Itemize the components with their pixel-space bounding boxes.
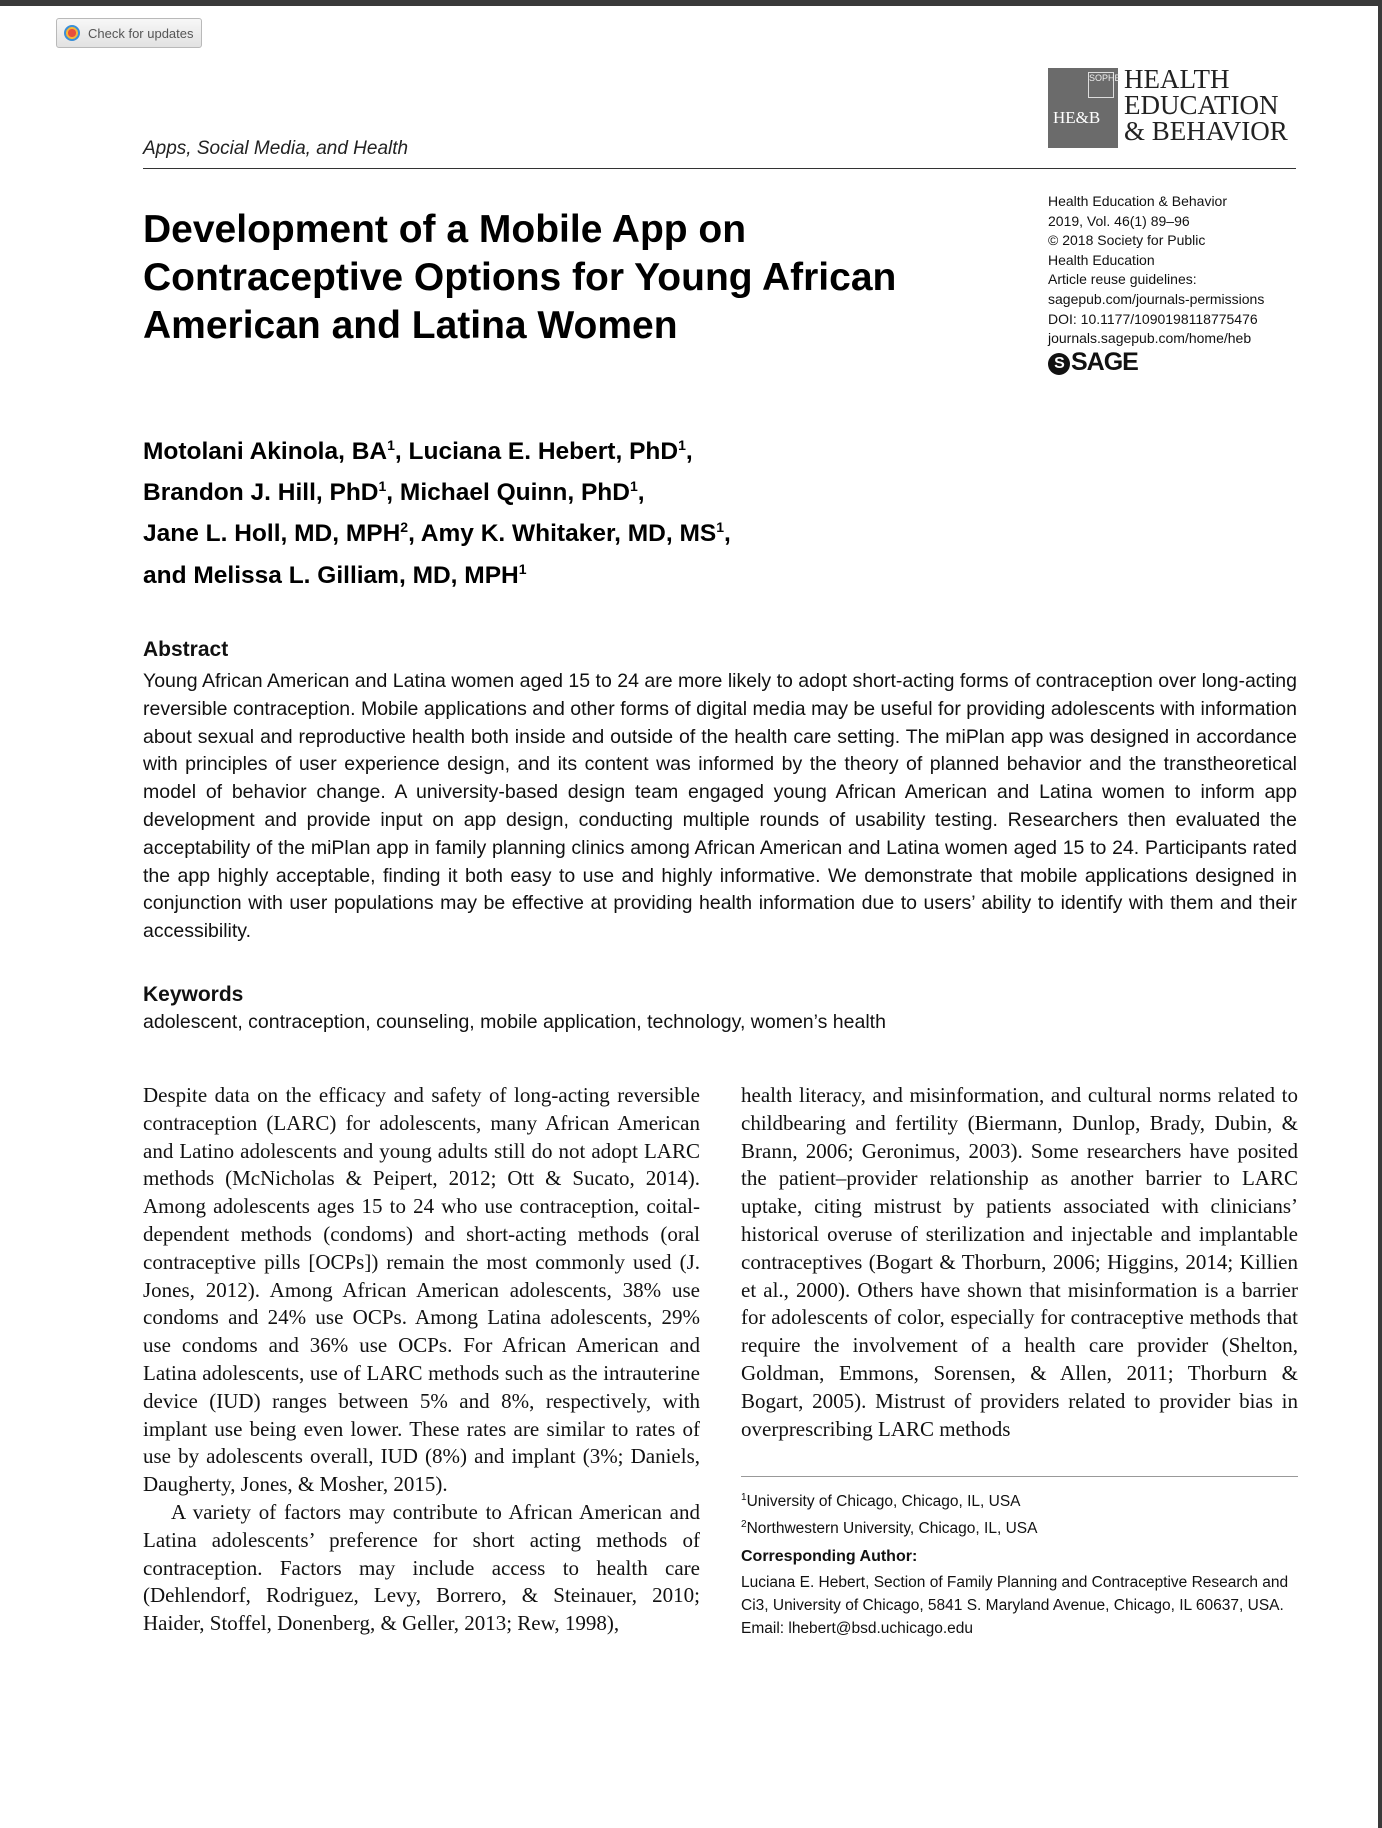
keywords-text: adolescent, contraception, counseling, mobile application, technology, women’s health <box>143 1011 886 1033</box>
author: Amy K. Whitaker, MD, $MS^1$, <box>420 519 731 548</box>
author: Michael Quinn, PhD$^1$, <box>399 478 645 507</box>
abstract-text: Young African American and Latina women aged 15 to 24 are more likely to adopt short-acting forms of contraception over long-acting reversible contraception. Mobile applications and other forms of digital media may be useful for providing adolescents with information about sexual and reproductive health both inside and outside of the health care setting. The miPlan app was designed in accordance with principles of user experience design, and its content was informed by the theory of planned behavior and the transtheoretical model of behavior change. A university-based design team engaged young African American and Latina women to inform app development and provide input on app design, conducting multiple rounds of usability testing. Researchers then evaluated the acceptability of the miPlan app in family planning clinics among African American and Latina women aged 15 to 24. Participants rated the app highly acceptable, finding it both easy to use and highly informative. We demonstrate that mobile applications designed in conjunction with user populations may be effective at providing health information due to users’ ability to identify with them and their accessibility. <box>143 670 1297 943</box>
corresponding-address: Luciana E. Hebert, Section of Family Planning and Contraceptive Research and Ci3, University of Chicago, 5841 S. Maryland Avenue, Chicago, IL 60637, USA. <box>741 1574 1289 1614</box>
journal-logo-text: HEALTH EDUCATION & BEHAVIOR <box>1124 64 1288 146</box>
section-label: Apps, Social Media, and Health <box>143 138 409 159</box>
doi-link[interactable]: DOI: 10.1177/1090198118775476 <box>1048 310 1258 327</box>
check-for-updates-label: Check for updates <box>88 25 194 41</box>
logo-mark-text: HE&B <box>1053 108 1101 127</box>
body-paragraph: health literacy, and misinformation, and cultural norms related to childbearing and fertility (Biermann, Dunlop, Brady, Dubin, & Brann, 2006; Geronimus, 2003). Some researchers have posited the patient–provider relationship as another barrier to LARC uptake, citing mistrust by patients associated with clinicians’ historical overuse of sterilization and injectable and implantable contraceptives (Bogart & Thorburn, 2006; Higgins, 2014; Killien et al., 2000). Others have shown that misinformation is a barrier for adolescents of color, especially for contraceptive methods that require the involvement of a health care provider (Shelton, Goldman, Emmons, Sorensen, & Allen, 2011; Thorburn & Bogart, 2005). Mistrust of providers related to provider bias in overprescribing LARC methods <box>741 1083 1298 1441</box>
meta-line: Article reuse guidelines: <box>1048 271 1197 288</box>
meta-line: Health Education <box>1048 251 1155 268</box>
reuse-link[interactable]: sagepub.com/journals-permissions <box>1048 290 1265 307</box>
sophe-seal-icon: SOPHE <box>1088 72 1114 98</box>
meta-line: © 2018 Society for Public <box>1048 232 1206 249</box>
corresponding-heading: Corresponding Author: <box>741 1548 918 1565</box>
affiliation: $^2$Northwestern University, Chicago, IL, USA <box>741 1519 1038 1538</box>
corresponding-author <box>741 1571 1298 1640</box>
journal-logo <box>1048 64 1298 160</box>
header-rule <box>143 168 1296 169</box>
document-page <box>0 6 1378 1828</box>
meta-line: Health Education & Behavior <box>1048 193 1227 209</box>
author: Luciana E. Hebert, PhD$^1$, <box>408 437 693 466</box>
author: Motolani Akinola, $BA^1$, <box>143 437 409 466</box>
author: and Melissa L. Gilliam, MD, MPH$^1$ <box>143 560 527 589</box>
keywords-heading: Keywords <box>143 983 244 1006</box>
author-list <box>143 428 943 593</box>
check-for-updates-button[interactable] <box>56 18 202 48</box>
body-column-left <box>143 1082 700 1638</box>
publisher-logo: S SAGE <box>1048 353 1298 375</box>
footnote-rule <box>741 1476 1298 1477</box>
sage-icon: S <box>1048 353 1070 375</box>
author: Brandon J. Hill, PhD$^1$, <box>143 478 400 507</box>
abstract-heading: Abstract <box>143 638 229 661</box>
affiliation: $^1$University of Chicago, Chicago, IL, USA <box>741 1492 1021 1511</box>
crossmark-icon <box>64 25 80 41</box>
affiliations <box>741 1486 1298 1540</box>
body-column-right <box>741 1082 1298 1443</box>
author: Jane L. Holl, MD, MPH$^2$, <box>143 519 421 548</box>
corresponding-email[interactable]: Email: lhebert@bsd.uchicago.edu <box>741 1620 974 1637</box>
meta-line: 2019, Vol. 46(1) 89–96 <box>1048 212 1190 229</box>
journal-logo-mark <box>1048 68 1121 148</box>
body-paragraph: Despite data on the efficacy and safety of long-acting reversible contraception (LARC) for adolescents, many African American and Latino adolescents and young adults still do not adopt LARC methods (McNicholas & Peipert, 2012; Ott & Sucato, 2014). Among adolescents ages 15 to 24 who use contraception, coital-dependent methods (condoms) and short-acting methods (oral contraceptive pills [OCPs]) remain the most commonly used (J. Jones, 2012). Among African American adolescents, 38% use condoms and 24% use OCPs. Among Latina adolescents, 29% use condoms and 36% use OCPs. For African American and Latina adolescents, use of LARC methods such as the intrauterine device (IUD) ranges between 5% and 8%, respectively, with implant use being even lower. These rates are similar to rates of use by adolescents overall, IUD (8%) and implant (3%; Daniels, Daugherty, Jones, & Mosher, 2015). <box>143 1083 700 1497</box>
journal-meta <box>1048 192 1298 375</box>
article-title: Development of a Mobile App on Contraceptive Options for Young African American and Latina Women <box>143 208 897 347</box>
journal-home-link[interactable]: journals.sagepub.com/home/heb <box>1048 330 1252 347</box>
body-paragraph: A variety of factors may contribute to African American and Latina adolescents’ preference for short acting methods of contraception. Factors may include access to health care (Dehlendorf, Rodriguez, Levy, Borrero, & Steinauer, 2010; Haider, Stoffel, Donenberg, & Geller, 2013; Rew, 1998), <box>143 1499 700 1636</box>
